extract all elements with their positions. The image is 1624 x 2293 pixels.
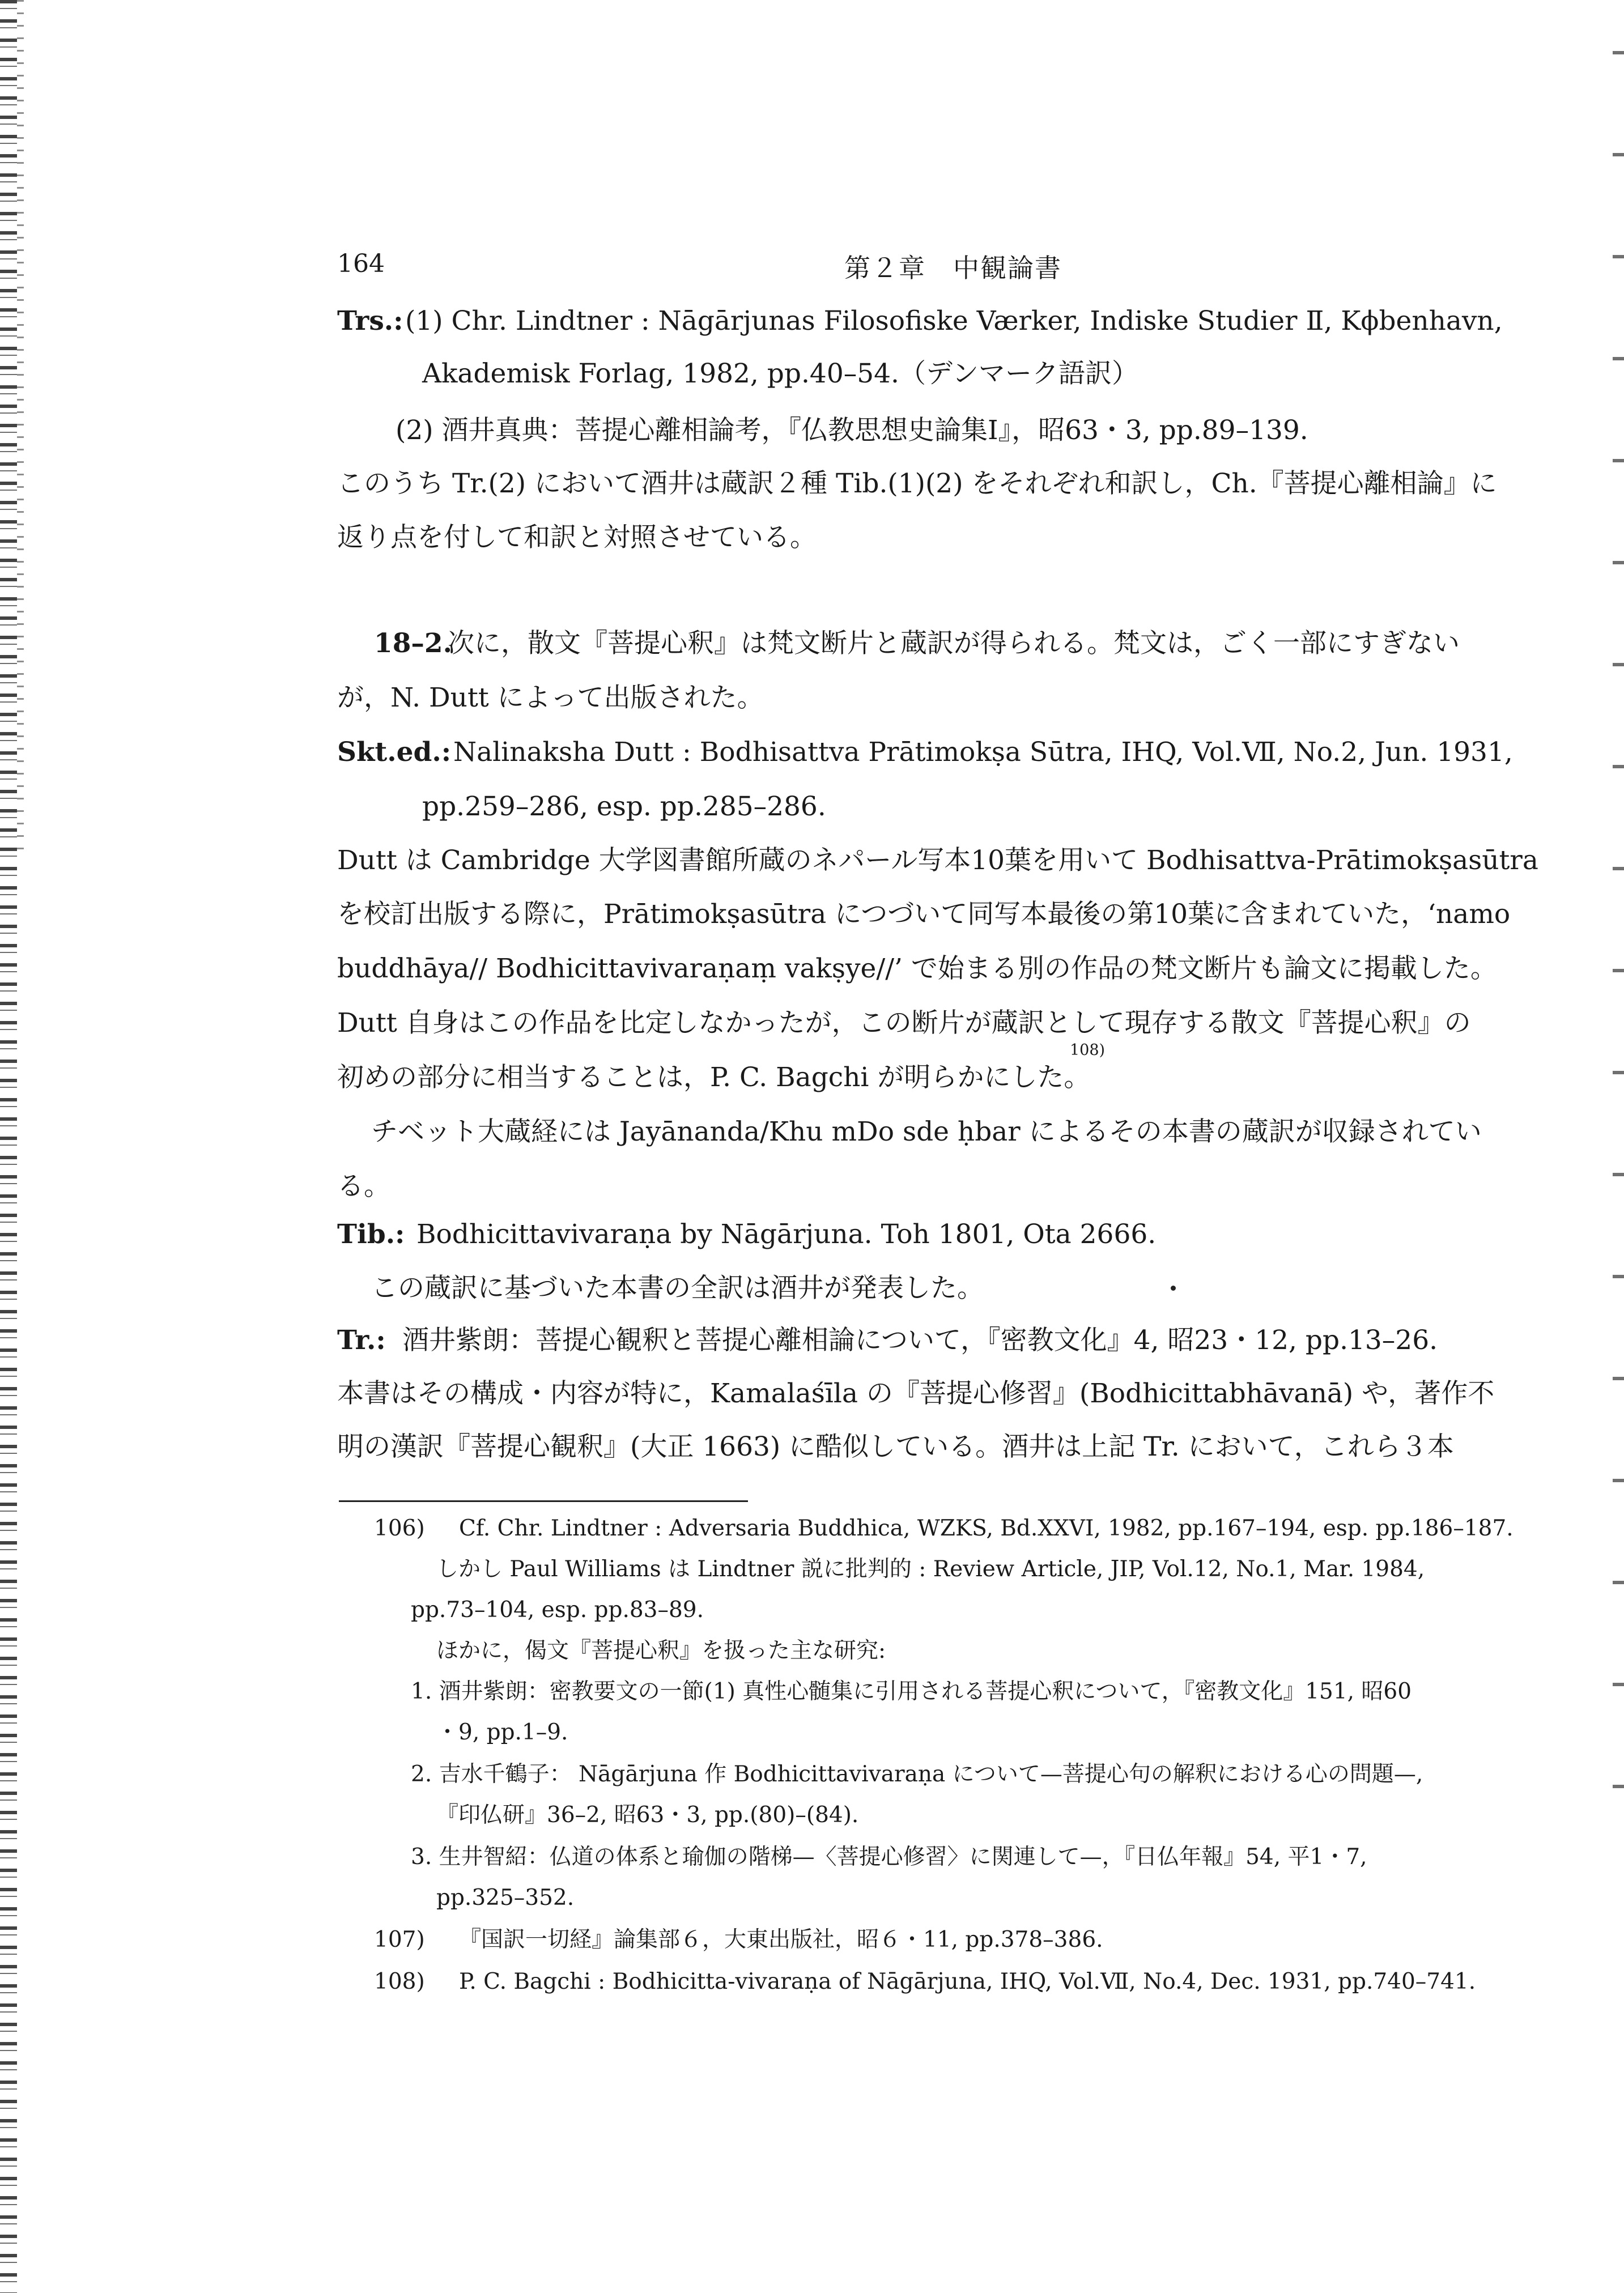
footnote-106-item-1-cont: ・9, pp.1–9. — [436, 1720, 568, 1745]
footnote-rule — [339, 1500, 748, 1502]
section-number: 18–2. — [374, 628, 452, 659]
tr-label: Tr.: — [337, 1325, 386, 1356]
paragraph-1-line-1: このうち Tr.(2) において酒井は蔵訳２種 Tib.(1)(2) をそれぞれ和訳し，Ch.『菩提心離相論』に — [337, 468, 1497, 499]
footnote-108-number: 108) — [374, 1969, 425, 1994]
section-line-1: 次に，散文『菩提心釈』は梵文断片と蔵訳が得られる。梵文は，ごく一部にすぎない — [448, 628, 1460, 659]
paragraph-2-line-4: Dutt 自身はこの作品を比定しなかったが，この断片が蔵訳として現存する散文『菩提心釈』の — [337, 1007, 1471, 1039]
paragraph-2-line-1: Dutt は Cambridge 大学図書館所蔵のネパール写本10葉を用いて Bodhisattva-Prātimokṣasūtra — [337, 845, 1538, 876]
footnote-106-item-2-cont: 『印仏研』36–2, 昭63・3, pp.(80)–(84). — [436, 1802, 859, 1828]
paragraph-2-line-5: 初めの部分に相当することは，P. C. Bagchi が明らかにした。 — [337, 1062, 1091, 1093]
paragraph-3-line-2: る。 — [337, 1171, 390, 1202]
footnote-ref-108: 108) — [1070, 1041, 1106, 1059]
paragraph-2-line-3: buddhāya// Bodhicittavivaraṇaṃ vakṣye//’ で始まる別の作品の梵文断片も論文に掲載した。 — [337, 953, 1497, 984]
tr-entry: 酒井紫朗：菩提心観釈と菩提心離相論について，『密教文化』4, 昭23・12, pp.13–26. — [402, 1325, 1438, 1356]
footnote-106-line-4: ほかに，偈文『菩提心釈』を扱った主な研究: — [436, 1638, 886, 1664]
skt-ed-entry: Nalinaksha Dutt : Bodhisattva Prātimokṣa Sūtra, IHQ, Vol.Ⅶ, No.2, Jun. 1931, — [453, 737, 1513, 768]
footnote-106-item-2: 2. 吉水千鶴子： Nāgārjuna 作 Bodhicittavivaraṇa について—菩提心句の解釈における心の問題—, — [411, 1762, 1423, 1787]
paragraph-5-line-2: 明の漢訳『菩提心観釈』(大正 1663) に酷似している。酒井は上記 Tr. において，これら３本 — [337, 1431, 1454, 1462]
paragraph-1-line-2: 返り点を付して和訳と対照させている。 — [337, 522, 817, 553]
paragraph-3-line-1: チベット大蔵経には Jayānanda/Khu mDo sde ḥbar によるその本書の蔵訳が収録されてい — [371, 1116, 1482, 1147]
skt-ed-entry-cont: pp.259–286, esp. pp.285–286. — [422, 791, 826, 822]
paragraph-5-line-1: 本書はその構成・内容が特に，Kamalaśīla の『菩提心修習』(Bodhicittabhāvanā) や，著作不 — [337, 1378, 1495, 1409]
footnote-106-item-3-cont: pp.325–352. — [436, 1885, 575, 1911]
paragraph-2-line-2: を校訂出版する際に，Prātimokṣasūtra につづいて同写本最後の第10葉に含まれていた，‘namo — [337, 899, 1511, 930]
page-number: 164 — [337, 249, 385, 278]
footnote-106-item-1: 1. 酒井紫朗：密教要文の一節(1) 真性心髄集に引用される菩提心釈について，『密教文化』151, 昭60 — [411, 1679, 1412, 1704]
chapter-title: 第２章 中観論書 — [844, 253, 1062, 283]
paragraph-4: この蔵訳に基づいた本書の全訳は酒井が発表した。 — [371, 1273, 984, 1304]
footnote-106-item-3: 3. 生井智紹：仏道の体系と瑜伽の階梯—〈菩提心修習〉に関連して—，『日仏年報』54, 平1・7, — [411, 1844, 1367, 1870]
footnote-106-line-1: Cf. Chr. Lindtner : Adversaria Buddhica, WZKS, Bd.XXVI, 1982, pp.167–194, esp. pp.186–187. — [459, 1516, 1514, 1541]
trs-entry-1-cont: Akademisk Forlag, 1982, pp.40–54.（デンマーク語訳） — [422, 358, 1139, 389]
tib-entry: Bodhicittavivaraṇa by Nāgārjuna. Toh 1801, Ota 2666. — [416, 1219, 1157, 1250]
footnote-106-line-3: pp.73–104, esp. pp.83–89. — [411, 1597, 704, 1623]
trs-entry-2: (2) 酒井真典：菩提心離相論考，『仏教思想史論集Ⅰ』，昭63・3, pp.89–139. — [396, 415, 1308, 446]
footnote-107: 『国訳一切経』論集部６，大東出版社，昭６・11, pp.378–386. — [459, 1927, 1103, 1952]
stray-mark — [1171, 1286, 1176, 1291]
tib-label: Tib.: — [337, 1219, 405, 1250]
footnote-106-line-2: しかし Paul Williams は Lindtner 説に批判的 : Review Article, JIP, Vol.12, No.1, Mar. 1984, — [436, 1556, 1425, 1582]
trs-label: Trs.: — [337, 305, 403, 337]
section-line-2: が，N. Dutt によって出版された。 — [337, 682, 764, 713]
footnote-107-number: 107) — [374, 1927, 425, 1952]
trs-entry-1: (1) Chr. Lindtner : Nāgārjunas Filosofiske Værker, Indiske Studier Ⅱ, Kϕbenhavn, — [405, 305, 1503, 337]
footnote-108: P. C. Bagchi : Bodhicitta-vivaraṇa of Nāgārjuna, IHQ, Vol.Ⅶ, No.4, Dec. 1931, pp.740–741. — [459, 1969, 1476, 1994]
footnote-106-number: 106) — [374, 1516, 425, 1541]
skt-ed-label: Skt.ed.: — [337, 737, 452, 768]
